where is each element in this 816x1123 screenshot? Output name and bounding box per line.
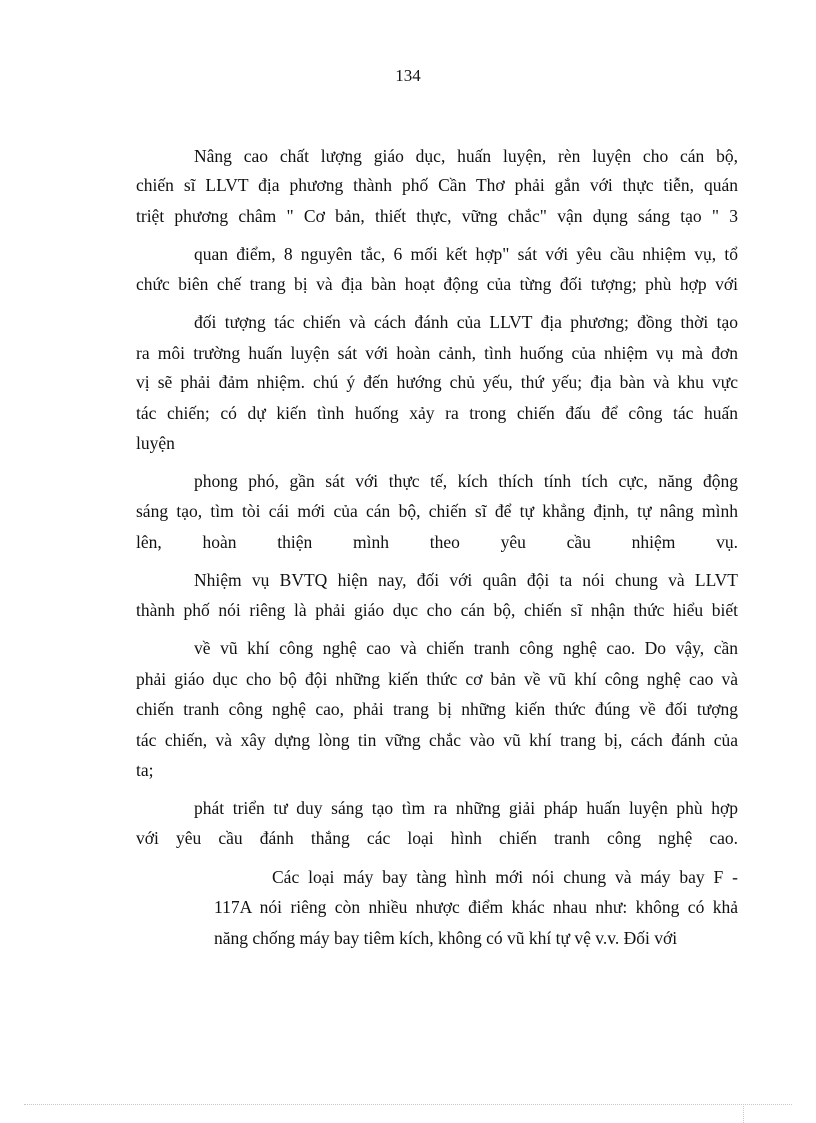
text-line: đối tượng tác chiến và cách đánh của LLVT địa phương; đồng thời tạo <box>194 312 738 332</box>
text-line: Nâng cao chất lượng giáo dục, huấn luyện, rèn luyện cho cán bộ, <box>194 146 738 166</box>
text-line: với yêu cầu đánh thắng các loại hình chiến tranh công nghệ cao. <box>136 828 738 848</box>
text-line: phải giáo dục cho bộ đội những kiến thức cơ bản về vũ khí công nghệ cao và <box>136 669 738 689</box>
text-line: vị sẽ phải đảm nhiệm. chú ý đến hướng chủ yếu, thứ yếu; địa bàn và khu vực <box>136 372 738 392</box>
text-line: 117A nói riêng còn nhiều nhược điểm khác nhau như: không có khả <box>214 897 738 917</box>
text-line: chiến tranh công nghệ cao, phải trang bị những kiến thức đúng về đối tượng <box>136 699 738 719</box>
text-line: năng chống máy bay tiêm kích, không có vũ khí tự vệ v.v. Đối với <box>214 928 678 948</box>
text-line: Các loại máy bay tàng hình mới nói chung và máy bay F - <box>272 867 738 887</box>
text-line: tác chiến, và xây dựng lòng tin vững chắc vào vũ khí trang bị, cách đánh của <box>136 730 738 750</box>
text-line: quan điểm, 8 nguyên tắc, 6 mối kết hợp" sát với yêu cầu nhiệm vụ, tổ <box>194 244 738 264</box>
text-line: tác chiến; có dự kiến tình huống xảy ra trong chiến đấu để công tác huấn <box>136 403 738 423</box>
text-line: chức biên chế trang bị và địa bàn hoạt động của từng đối tượng; phù hợp với <box>136 274 738 294</box>
text-line: triệt phương châm " Cơ bản, thiết thực, vững chắc" vận dụng sáng tạo " 3 <box>136 206 738 226</box>
text-line: Nhiệm vụ BVTQ hiện nay, đối với quân đội ta nói chung và LLVT <box>194 570 738 590</box>
text-line: sáng tạo, tìm tòi cái mới của cán bộ, chiến sĩ để tự khẳng định, tự nâng mình <box>136 501 738 521</box>
text-line: phong phó, gần sát với thực tế, kích thích tính tích cực, năng động <box>194 471 738 491</box>
text-line: về vũ khí công nghệ cao và chiến tranh công nghệ cao. Do vậy, cần <box>194 638 738 658</box>
page-number: 134 <box>395 66 421 85</box>
page-corner-mark <box>743 1104 744 1123</box>
text-line: luyện <box>136 433 175 453</box>
text-line: lên, hoàn thiện mình theo yêu cầu nhiệm vụ. <box>136 532 738 552</box>
text-line: ra môi trường huấn luyện sát với hoàn cảnh, tình huống của nhiệm vụ mà đơn <box>136 343 738 363</box>
text-line: chiến sĩ LLVT địa phương thành phố Cần Thơ phải gắn với thực tiễn, quán <box>136 175 738 195</box>
text-line: thành phố nói riêng là phải giáo dục cho cán bộ, chiến sĩ nhận thức hiểu biết <box>136 600 738 620</box>
text-line: ta; <box>136 760 154 780</box>
page-bottom-rule <box>24 1104 792 1105</box>
text-line: phát triển tư duy sáng tạo tìm ra những giải pháp huấn luyện phù hợp <box>194 798 738 818</box>
